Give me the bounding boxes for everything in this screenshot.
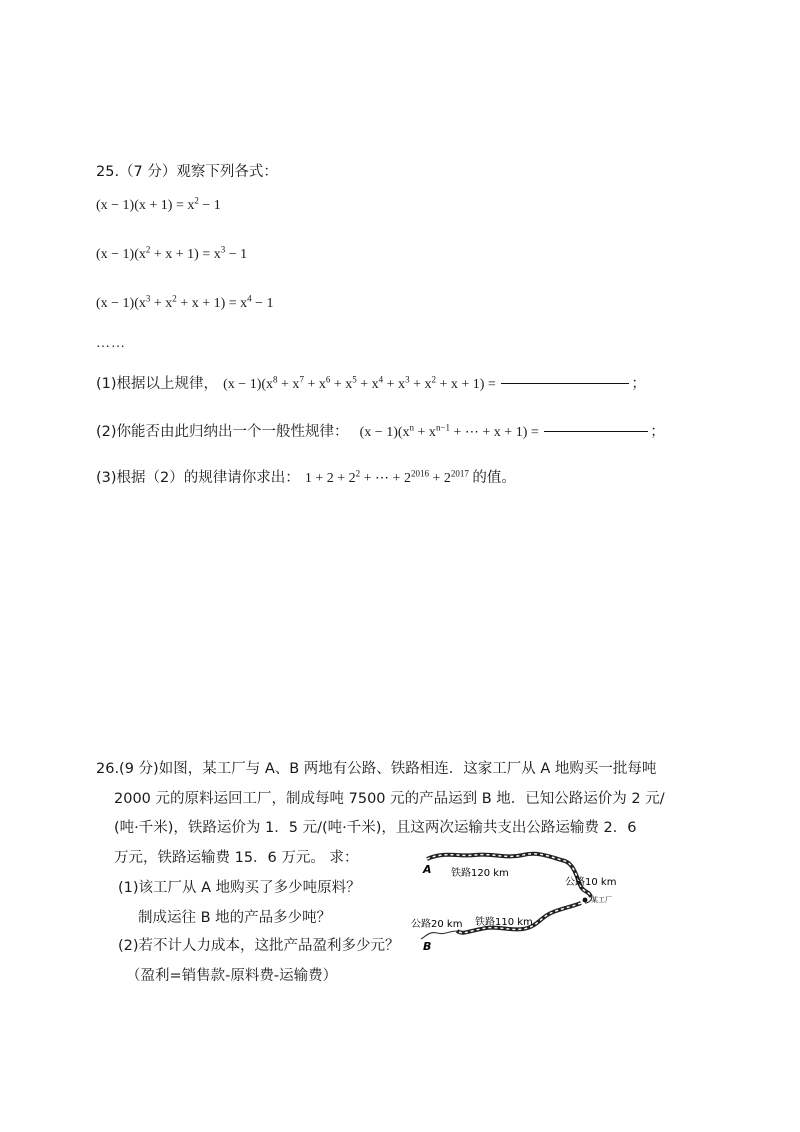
label-b: B bbox=[423, 940, 432, 953]
part-3-expression: $1 + 2 + 2^2$ + ⋯ + $2^{2016} + 2^{2017}$ bbox=[304, 468, 469, 486]
q25-heading: 25.（7 分）观察下列各式： bbox=[96, 164, 278, 180]
part-2-label: (2)你能否由此归纳出一个一般性规律： bbox=[96, 424, 349, 440]
part-2-expression: $(x - 1)(x^n + x^{n-1}$ + ⋯ + x + 1) = bbox=[359, 422, 539, 440]
q26-line-3: (吨·千米)，铁路运价为 1．5 元/(吨·千米)，且这两次运输共支出公路运输费 2．6 bbox=[114, 820, 637, 836]
route-map bbox=[405, 845, 630, 955]
part-1: (1)根据以上规律， $(x - 1)(x^8 + x^7 + x^6 + x^5 + x^4 + x^3 + x^2 + x + 1)$ = ； bbox=[96, 374, 646, 392]
part-2: (2)你能否由此归纳出一个一般性规律： $(x - 1)(x^n + x^{n-1}$ + ⋯ + x + 1) = ； bbox=[96, 422, 665, 440]
label-road-left: 公路20 km bbox=[411, 919, 463, 930]
equation-1: $(x - 1)(x + 1) = x^2 - 1$ bbox=[96, 195, 221, 213]
q26-line-2: 2000 元的原料运回工厂，制成每吨 7500 元的产品运到 B 地．已知公路运价为 2 元/ bbox=[114, 791, 665, 807]
ellipsis: …… bbox=[96, 336, 126, 351]
road-b-route bbox=[421, 931, 457, 939]
q26-line-1: 26.(9 分)如图，某工厂与 A、B 两地有公路、铁路相连．这家工厂从 A 地购买一批每吨 bbox=[96, 761, 657, 777]
label-factory: 某工厂 bbox=[591, 896, 612, 904]
equation-3: $(x - 1)(x^3 + x^2 + x + 1) = x^4 - 1$ bbox=[96, 293, 274, 311]
factory-dot bbox=[583, 898, 588, 903]
answer-blank-2[interactable] bbox=[544, 431, 648, 432]
label-rail-top: 铁路120 km bbox=[451, 868, 509, 879]
q26-sub-2: (2)若不计人力成本，这批产品盈利多少元？ bbox=[118, 938, 400, 954]
part-1-expression: $(x - 1)(x^8 + x^7 + x^6 + x^5 + x^4 + x^3 + x^2 + x + 1)$ = bbox=[223, 374, 496, 392]
label-rail-bottom: 铁路110 km bbox=[475, 917, 533, 928]
part-3-label: (3)根据（2）的规律请你求出： bbox=[96, 470, 300, 486]
q26-sub-1b: 制成运往 B 地的产品多少吨？ bbox=[138, 910, 332, 926]
q26-note: （盈利=销售款-原料费-运输费） bbox=[126, 968, 338, 984]
label-road-right: 公路10 km bbox=[565, 877, 617, 888]
answer-blank-1[interactable] bbox=[501, 383, 629, 384]
part-1-label: (1)根据以上规律， bbox=[96, 376, 219, 392]
label-a: A bbox=[423, 863, 432, 876]
q26-sub-1a: (1)该工厂从 A 地购买了多少吨原料？ bbox=[118, 880, 361, 896]
q26-line-4: 万元，铁路运输费 15．6 万元。 求： bbox=[114, 850, 359, 866]
equation-2: $(x - 1)(x^2 + x + 1) = x^3 - 1$ bbox=[96, 244, 248, 262]
part-3: (3)根据（2）的规律请你求出： $1 + 2 + 2^2$ + ⋯ + $2^{2016} + 2^{2017}$ 的值。 bbox=[96, 468, 516, 486]
